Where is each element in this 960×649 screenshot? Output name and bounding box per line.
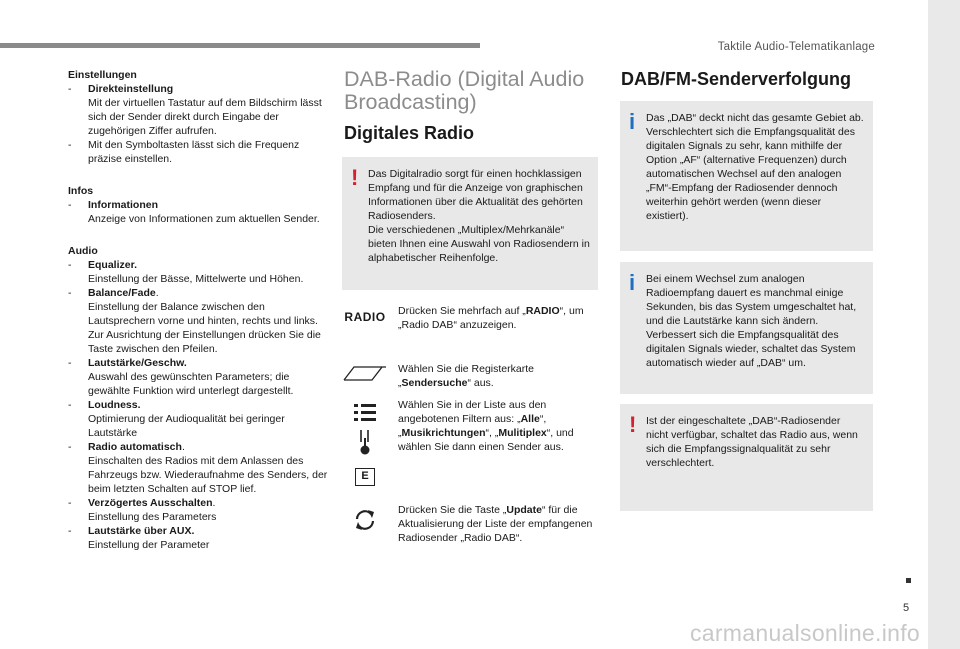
step-list — [340, 398, 600, 488]
list-item: - Informationen Anzeige von Informationen zum aktuellen Sender. — [68, 198, 328, 226]
step-text: Drücken Sie mehrfach auf „RADIO“, um „Radio DAB“ anzuzeigen. — [398, 305, 584, 331]
list-item: - Direkteinstellung Mit der virtuellen Tastatur auf dem Bildschirm lässt sich der Sender direkt durch Eingabe der zugehörigen Ziffer aufrufen. — [68, 82, 328, 138]
top-rule — [0, 43, 480, 48]
info-icon: i — [629, 109, 636, 134]
item-label: Equalizer. — [88, 259, 138, 271]
item-label: Lautstärke über AUX. — [88, 525, 195, 537]
section-title: Einstellungen — [68, 69, 137, 81]
item-label: Direkteinstellung — [88, 83, 174, 95]
page-number: 5 — [903, 602, 910, 614]
page-side-strip — [928, 0, 960, 649]
info-box-1 — [620, 101, 873, 251]
warning-icon: ! — [351, 165, 359, 190]
item-desc: Auswahl des gewünschten Parameters; die gewählte Funktion wird unterlegt dargestellt. — [88, 371, 294, 397]
item-label: Radio automatisch — [88, 441, 182, 453]
item-desc: Anzeige von Informationen zum aktuellen Sender. — [88, 213, 320, 225]
item-label: Lautstärke/Geschw. — [88, 357, 187, 369]
dab-fm-heading: DAB/FM-Senderverfolgung — [621, 69, 852, 89]
item-desc: Optimierung der Audioqualität bei geringer Lautstärke — [88, 413, 285, 439]
item-desc: Einstellung der Bässe, Mittelwerte und Höhen. — [88, 273, 304, 285]
section-infos — [68, 184, 328, 226]
settings-column — [68, 68, 328, 565]
section-title: Audio — [68, 245, 98, 257]
radio-key-icon: RADIO — [344, 310, 386, 324]
item-label: Informationen — [88, 199, 158, 211]
list-item: - Balance/Fade. Einstellung der Balance zwischen den Lautsprechern vorne und hinten, rechts und links. Zur Ausrichtung der Einstellungen drücken Sie die Taste zwischen den Pfeilen. — [68, 286, 328, 356]
item-desc: Einstellung der Parameter — [88, 539, 210, 551]
item-label: Balance/Fade — [88, 287, 156, 299]
list-item: - Radio automatisch. Einschalten des Radios mit dem Anlassen des Fahrzeugs bzw. Wiederaufnahme des Senders, der beim letzten Schalten auf STOP lief. — [68, 441, 328, 495]
section-audio — [68, 244, 328, 552]
list-item: - Lautstärke/Geschw. Auswahl des gewünschten Parameters; die gewählte Funktion wird unterlegt dargestellt. — [68, 356, 328, 398]
item-desc: Mit den Symboltasten lässt sich die Frequenz präzise einstellen. — [88, 139, 300, 165]
refresh-icon — [340, 507, 390, 533]
digital-radio-heading: Digitales Radio — [344, 123, 475, 143]
section-title: Infos — [68, 185, 94, 197]
warning-text: Das Digitalradio sorgt für einen hochklassigen Empfang und für die Anzeige von graphischen Informationen über die Aktualität des gehörten Radiosenders. Die verschiedenen „Multiplex/Mehrkanäle“ bieten Ihnen eine Auswahl von Radiosendern in alphabetischer Reihenfolge. — [368, 168, 590, 264]
item-label: Loudness. — [88, 399, 141, 411]
list-item: - Mit den Symboltasten lässt sich die Frequenz präzise einstellen. — [68, 138, 328, 166]
e-box-icon: E — [340, 468, 390, 486]
section-einstellungen — [68, 68, 328, 166]
music-genre-icon — [340, 428, 390, 456]
page-header: Taktile Audio-Telematikanlage — [717, 41, 875, 53]
list-item: - Loudness. Optimierung der Audioqualität bei geringer Lautstärke — [68, 398, 328, 440]
item-desc: Einstellung des Parameters — [88, 511, 217, 523]
warning-text: Ist der eingeschaltete „DAB“-Radiosender nicht verfügbar, schaltet das Radio aus, wenn sich die Empfangssignalqualität zu sehr verschlechtert. — [646, 415, 858, 469]
step-radio — [340, 304, 600, 344]
list-item: - Verzögertes Ausschalten. Einstellung des Parameters — [68, 496, 328, 524]
tab-icon — [340, 364, 390, 382]
step-update — [340, 503, 600, 563]
step-text: Wählen Sie in der Liste aus den angebotenen Filtern aus: „Alle“, „Musikrichtungen“, „Mulitiplex“, und wählen Sie dann einen Sender aus. — [398, 399, 574, 453]
info-text: Bei einem Wechsel zum analogen Radioempfang dauert es manchmal einige Sekunden, bis das System umgeschaltet hat, und die Lautstärke kann sich ändern. Verbessert sich die Empfangsqualität des digitalen Signals wieder, schaltet das System automatisch wieder auf „DAB“ um. — [646, 273, 857, 369]
item-desc: Einstellung der Balance zwischen den Lautsprechern vorne und hinten, rechts und links. Zur Ausrichtung der Einstellungen drücken Sie die Taste zwischen den Pfeilen. — [88, 301, 321, 355]
page-marker — [906, 578, 911, 583]
watermark: carmanualsonline.info — [689, 620, 920, 646]
warning-box — [342, 157, 598, 290]
item-desc: Mit der virtuellen Tastatur auf dem Bildschirm lässt sich der Sender direkt durch Eingabe der zugehörigen Ziffer aufrufen. — [88, 97, 322, 137]
warning-icon: ! — [629, 412, 637, 437]
dab-section-title: DAB-Radio (Digital Audio Broadcasting) — [344, 67, 585, 114]
list-item: - Equalizer. Einstellung der Bässe, Mittelwerte und Höhen. — [68, 258, 328, 286]
step-text: Wählen Sie die Registerkarte „Sendersuche“ aus. — [398, 363, 534, 389]
item-label: Verzögertes Ausschalten — [88, 497, 213, 509]
list-item: - Lautstärke über AUX. Einstellung der Parameter — [68, 524, 328, 552]
item-desc: Einschalten des Radios mit dem Anlassen des Fahrzeugs bzw. Wiederaufnahme des Senders, der beim letzten Schalten auf STOP lief. — [88, 455, 328, 495]
list-icon — [340, 402, 390, 424]
warning-box-2 — [620, 404, 873, 511]
step-tab — [340, 362, 600, 394]
step-text: Drücken Sie die Taste „Update“ für die Aktualisierung der Liste der empfangenen Radiosender „Radio DAB“. — [398, 504, 593, 544]
info-box-2 — [620, 262, 873, 394]
info-text: Das „DAB“ deckt nicht das gesamte Gebiet ab. Verschlechtert sich die Empfangsqualität des digitalen Signals zu sehr, kann mithilfe der Option „AF“ (alternative Frequenzen) durch automatischen Wechsel auf den analogen „FM“-Empfang der Radiosender dennoch weiterhin gehört werden (wenn dieser existiert). — [646, 112, 864, 222]
info-icon: i — [629, 270, 636, 295]
